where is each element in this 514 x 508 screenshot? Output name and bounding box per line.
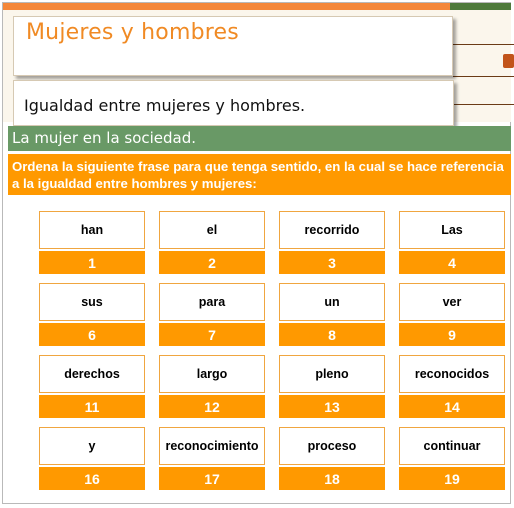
word-number: 7 xyxy=(159,323,265,346)
word-number: 4 xyxy=(399,251,505,274)
word-number: 1 xyxy=(39,251,145,274)
instruction-text: Ordena la siguiente frase para que tenga sentido, en la cual se hace referencia a la igualdad entre hombres y mujeres: xyxy=(12,159,504,191)
word-tile[interactable] xyxy=(159,427,265,490)
word-tile[interactable] xyxy=(399,427,505,490)
page-subtitle: Igualdad entre mujeres y hombres. xyxy=(24,96,306,115)
word-button[interactable]: largo xyxy=(159,355,265,393)
word-number: 12 xyxy=(159,395,265,418)
word-tile[interactable] xyxy=(39,211,145,274)
subtitle-card xyxy=(13,80,454,126)
title-card xyxy=(13,16,453,76)
word-button[interactable]: proceso xyxy=(279,427,385,465)
word-tile[interactable] xyxy=(39,283,145,346)
page-title: Mujeres y hombres xyxy=(26,20,239,45)
word-tile[interactable] xyxy=(279,211,385,274)
word-button[interactable]: pleno xyxy=(279,355,385,393)
word-button[interactable]: recorrido xyxy=(279,211,385,249)
word-button[interactable]: sus xyxy=(39,283,145,321)
word-button[interactable]: continuar xyxy=(399,427,505,465)
word-button[interactable]: el xyxy=(159,211,265,249)
word-button[interactable]: reconocidos xyxy=(399,355,505,393)
word-button[interactable]: ver xyxy=(399,283,505,321)
decorative-line xyxy=(453,44,514,45)
word-number: 16 xyxy=(39,467,145,490)
word-button[interactable]: reconocimiento xyxy=(159,427,265,465)
word-number: 19 xyxy=(399,467,505,490)
word-number: 13 xyxy=(279,395,385,418)
word-tile[interactable] xyxy=(279,283,385,346)
word-button[interactable]: han xyxy=(39,211,145,249)
instruction-banner xyxy=(8,154,511,195)
word-button[interactable]: y xyxy=(39,427,145,465)
word-number: 17 xyxy=(159,467,265,490)
word-tile[interactable] xyxy=(399,283,505,346)
word-button[interactable]: derechos xyxy=(39,355,145,393)
section-title: La mujer en la sociedad. xyxy=(12,129,197,147)
word-tile[interactable] xyxy=(39,427,145,490)
word-tile[interactable] xyxy=(399,355,505,418)
word-tile[interactable] xyxy=(159,283,265,346)
section-header xyxy=(8,126,511,151)
word-number: 14 xyxy=(399,395,505,418)
word-tile[interactable] xyxy=(39,355,145,418)
word-tile[interactable] xyxy=(279,427,385,490)
word-tile[interactable] xyxy=(279,355,385,418)
word-tile[interactable] xyxy=(399,211,505,274)
word-tile[interactable] xyxy=(159,211,265,274)
word-tile-grid xyxy=(39,211,505,489)
word-button[interactable]: un xyxy=(279,283,385,321)
word-number: 8 xyxy=(279,323,385,346)
decorative-line xyxy=(453,76,514,77)
word-number: 3 xyxy=(279,251,385,274)
word-number: 11 xyxy=(39,395,145,418)
decorative-ornament xyxy=(503,54,514,68)
top-accent-bar-dark xyxy=(450,3,511,10)
word-number: 6 xyxy=(39,323,145,346)
word-number: 9 xyxy=(399,323,505,346)
top-accent-bar xyxy=(3,3,511,10)
word-number: 2 xyxy=(159,251,265,274)
word-number: 18 xyxy=(279,467,385,490)
decorative-line xyxy=(453,104,514,105)
word-button[interactable]: Las xyxy=(399,211,505,249)
word-tile[interactable] xyxy=(159,355,265,418)
header-area xyxy=(3,10,511,122)
word-button[interactable]: para xyxy=(159,283,265,321)
